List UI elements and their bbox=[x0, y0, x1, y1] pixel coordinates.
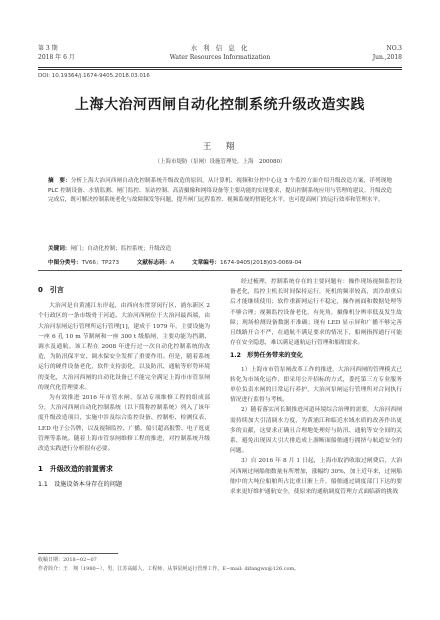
date-cn: 2018 年 6 月 bbox=[38, 54, 75, 61]
author-name: 王 翔 bbox=[202, 142, 238, 152]
paragraph: 1）上海市市管泵闸改革工作的推进，大治河西闸的管理模式已转化为市场化运作，即采用公开招标的方式，委托第三方专业服务单位负责水闸的日常运行养护，大治河泵闸运行管理所对合同执行情况进行监督与考核。 bbox=[230, 366, 402, 404]
date-en: Jun.,2018 bbox=[372, 54, 402, 61]
footnote-rule bbox=[38, 553, 118, 554]
affiliation: （上海市堤防（泵闸）设施管理处，上海 200080） bbox=[154, 159, 286, 165]
classification-line bbox=[48, 258, 392, 266]
header-rule-thin bbox=[38, 69, 402, 70]
paragraph: 大治河是自黄浦江东岸起，由西向东贯穿闵行区、浦东新区 2 个行政区的一条市级骨干河道。大治河西闸位于大治河最西端，由大治河泵闸运行管理所运行管理[1]，建成于 1979 年，主要设施为一座 6 孔 10 m 节制闸和一座 300 t 级船闸，主要功能为挡潮、调水及通航。该工程在 2008 年进行过一次自动化控制系统的改造，为防汛保平安、调水保安全发挥了重要作用。但是，随着系统运行的硬件设备老化，软件支持弱化，以及防汛、通航等形势环境的变化，大治河西闸的自动化设备已不能完全满足上海市市管泵闸的现代化管理要求。 bbox=[38, 303, 210, 391]
keywords bbox=[48, 244, 392, 252]
paper-title: 上海大治河西闸自动化控制系统升级改造实践 bbox=[75, 97, 365, 113]
paragraph: 为有效推进 2016 年市管水闸、泵站专项维修工程的组成部分，大治河西闸自动化控制系统（以下简称控制系统）列入了该年度升级改造项目，实施中涉及综合监控设备、控制柜、检测仪表，LED 电子公告牌，以及视频监控、广播、船只超高报警、电子逛更管理等系统。随着上海市管泵闸维修工程的推进，对控制系统升级改造实践进行分析很有必要。 bbox=[38, 395, 210, 453]
subsection-heading-1-2: 1.2 形势任务带来的变化 bbox=[230, 352, 303, 360]
issue-cn: 第 3 期 bbox=[38, 45, 58, 52]
running-header bbox=[38, 44, 402, 68]
abstract-label: 摘 要： bbox=[48, 178, 71, 184]
header-right bbox=[373, 44, 402, 62]
header-rule-thick bbox=[38, 67, 402, 68]
section-heading-1: 1 升级改造的前置需求 bbox=[38, 465, 113, 474]
keywords-label: 关键词： bbox=[48, 246, 71, 252]
journal-name-en: Water Resources Informatization bbox=[169, 54, 271, 61]
paragraph: 3）自 2016 年 8 月 1 日起，上海市取消收取过闸费后，大治河西闸过闸船舶数量有所增加，涨幅约 30%，加上近年来，过闸船舶中的大吨位船舶所占比重日渐上升，船舶通过调度部门下达的要求来更好维护通航安全，使原来的通航调度管理方式面临新的挑战 bbox=[230, 458, 402, 496]
left-column bbox=[38, 281, 210, 494]
section-heading-intro: 0 引言 bbox=[38, 286, 64, 294]
right-column bbox=[230, 277, 402, 497]
abstract bbox=[48, 177, 392, 206]
paragraph: 2）随着落实河长制推进河道环境综合治理的需要，大治河西闸需持续加大引清调水力度，为黄浦江和临近水域水质的改善作出更多的贡献，这要求正确且合理地处理好与防汛、通航等安全间的关系，避免出现因大引大排造成上游断面船舶通行拥挤与航道安全的问题。 bbox=[230, 407, 402, 455]
abstract-rule bbox=[38, 270, 402, 271]
footnote-received: 收稿日期：2018−02−07 bbox=[38, 557, 97, 563]
document-code: 文献标志码：A bbox=[136, 260, 175, 266]
issue-en: NO.3 bbox=[386, 45, 402, 52]
header-center bbox=[38, 44, 402, 62]
abstract-text: 分析上海大治河西闸自动化控制系统升级改造的原因，从计算机、视频和分控中心这 3 个监控方面介绍升级改造方案，详列现地 PLC 控制设备、水情监测、闸门监控、泵站控制、高清摄像和网络设备等主要功能的实现要求，提出控制系统应用与管理的建议。升级改造完成后，既可解决控制系统老化与故障频发等问题，提升闸门远程监控、视频监视的智能化水平，也可提高闸门的运行效率和管理水平。 bbox=[48, 178, 392, 204]
subsection-heading-1-1: 1.1 设施设备本身存在的问题 bbox=[38, 481, 123, 489]
paragraph: 经过梳理，控制系统存在的主要问题有：操作现场视频监控设备老化，监控主机长时间保持运行，死机的频率较高，需冷却重启后才能继续使用；软件重新网运行不稳定，操作画面和数据处理等不够合理；视频监控设备老化，有死角，摄像机分辨率低及发生故障；现场检测设备数据不准确；现有 LED 显示屏和广播不够完善且线路开合不严，在通航不满足要求的情况下，船闸指挥通行可能存在安全隐患，难以满足通航运行管理和船舶需求。 bbox=[230, 279, 402, 347]
doi: DOI: 10.19364/j.1674-9405.2018.03.016 bbox=[38, 73, 150, 79]
footnote-author-bio: 作者简介：王 翔（1980−），男，江苏高邮人，工程师，从事泵闸运行管理工作。E−mail: difangwx@126.com。 bbox=[38, 566, 300, 572]
keywords-text: 闸门；自动化控制；监控系统；升级改造 bbox=[70, 246, 172, 252]
article-number: 文章编号：1674-9405(2018)03-0069-04 bbox=[191, 260, 302, 266]
journal-name-cn: 水 利 信 息 化 bbox=[190, 44, 250, 52]
clc-code: 中图分类号：TV66；TP273 bbox=[48, 260, 120, 266]
